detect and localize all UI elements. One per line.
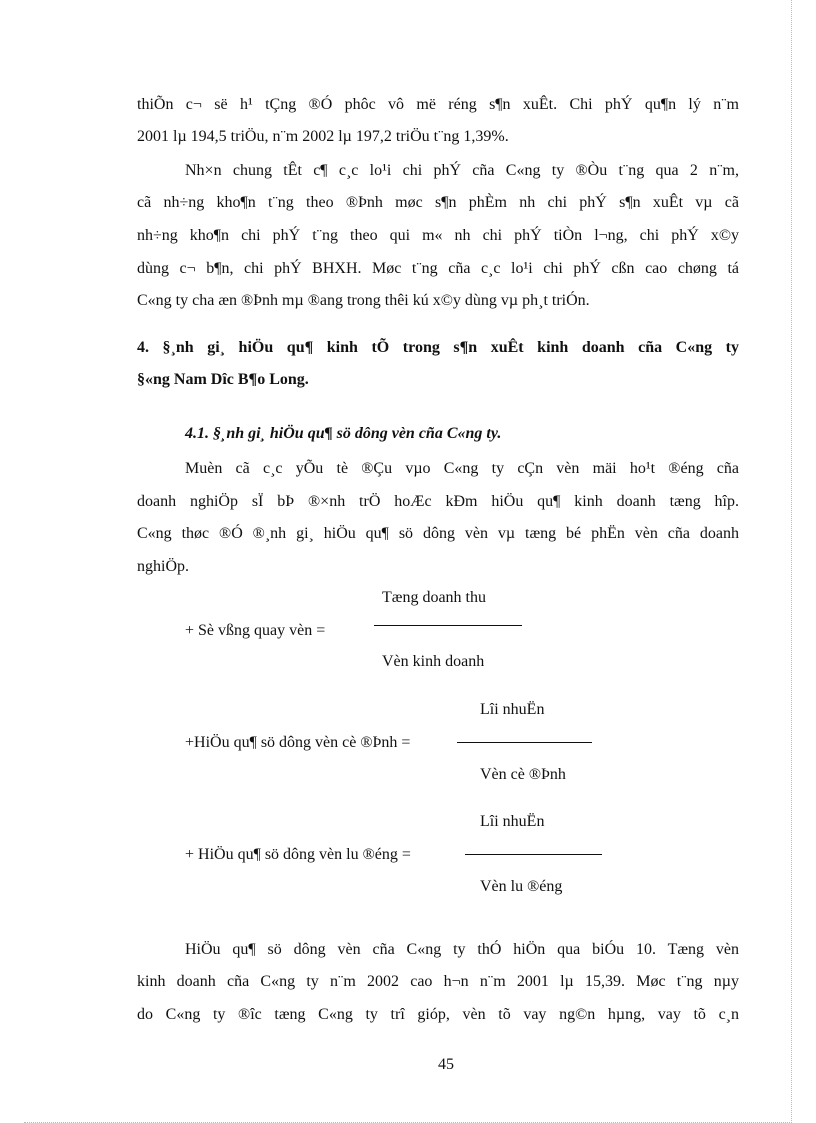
formula-2-numerator: Lîi nhuËn <box>480 701 545 718</box>
paragraph-2-line-4: dùng c¬ b¶n, chi phÝ BHXH. Møc t¨ng cña c¸c lo¹i chi phÝ cßn cao chøng tá <box>137 260 739 277</box>
paragraph-1-line-1: thiÕn c¬ së h¹ tÇng ®Ó phôc vô më réng s¶n xuÊt. Chi phÝ qu¶n lý n¨m <box>137 96 739 113</box>
formula-2-denominator: Vèn cè ®Þnh <box>480 766 566 783</box>
paragraph-3-line-3: C«ng thøc ®Ó ®¸nh gi¸ hiÖu qu¶ sö dông vèn vµ tæng bé phËn vèn cña doanh <box>137 525 739 542</box>
formula-3-fraction-bar <box>465 854 602 855</box>
paragraph-4-line-2: kinh doanh cña C«ng ty n¨m 2002 cao h¬n n¨m 2001 lµ 15,39. Møc t¨ng nµy <box>137 973 739 990</box>
formula-1-fraction-bar <box>374 625 522 626</box>
paragraph-2-line-1: Nh×n chung tÊt c¶ c¸c lo¹i chi phÝ cña C«ng ty ®Òu t¨ng qua 2 n¨m, <box>185 162 739 179</box>
paragraph-2-line-2: cã nh÷ng kho¶n t¨ng theo ®Þnh møc s¶n phÈm nh chi phÝ s¶n xuÊt vµ cã <box>137 194 739 211</box>
formula-3-numerator: Lîi nhuËn <box>480 813 545 830</box>
page-number: 45 <box>438 1056 454 1073</box>
paragraph-3-line-2: doanh nghiÖp sÏ bÞ ®×nh trÖ hoÆc kÐm hiÖu qu¶ kinh doanh tæng hîp. <box>137 493 739 510</box>
paragraph-2-line-5: C«ng ty cha æn ®Þnh mµ ®ang trong thêi kú x©y dùng vµ ph¸t triÓn. <box>137 292 590 309</box>
formula-1-denominator: Vèn kinh doanh <box>382 653 485 670</box>
section-heading-line-2: §«ng Nam Dîc B¶o Long. <box>137 371 309 388</box>
formula-2-label: +HiÖu qu¶ sö dông vèn cè ®Þnh = <box>185 734 411 751</box>
paragraph-1-line-2: 2001 lµ 194,5 triÖu, n¨m 2002 lµ 197,2 triÖu t¨ng 1,39%. <box>137 128 509 145</box>
section-heading-line-1: 4. §¸nh gi¸ hiÖu qu¶ kinh tÕ trong s¶n xuÊt kinh doanh cña C«ng ty <box>137 339 739 356</box>
paragraph-3-line-4: nghiÖp. <box>137 558 189 575</box>
paragraph-2-line-3: nh÷ng kho¶n chi phÝ t¨ng theo qui m« nh chi phÝ tiÒn l¬ng, chi phÝ x©y <box>137 227 739 244</box>
subsection-heading: 4.1. §¸nh gi¸ hiÖu qu¶ sö dông vèn cña C«ng ty. <box>185 425 502 442</box>
paragraph-3-line-1: Muèn cã c¸c yÕu tè ®Çu vµo C«ng ty cÇn vèn mäi ho¹t ®éng cña <box>185 460 739 477</box>
formula-2-fraction-bar <box>457 742 592 743</box>
formula-1-numerator: Tæng doanh thu <box>382 589 486 606</box>
paragraph-4-line-1: HiÖu qu¶ sö dông vèn cña C«ng ty thÓ hiÖn qua biÓu 10. Tæng vèn <box>185 941 739 958</box>
formula-1-label: + Sè vßng quay vèn = <box>185 622 326 639</box>
formula-3-label: + HiÖu qu¶ sö dông vèn lu ®éng = <box>185 846 411 863</box>
formula-3-denominator: Vèn lu ®éng <box>480 878 563 895</box>
paragraph-4-line-3: do C«ng ty ®îc tæng C«ng ty trî gióp, vèn tõ vay ng©n hµng, vay tõ c¸n <box>137 1006 739 1023</box>
